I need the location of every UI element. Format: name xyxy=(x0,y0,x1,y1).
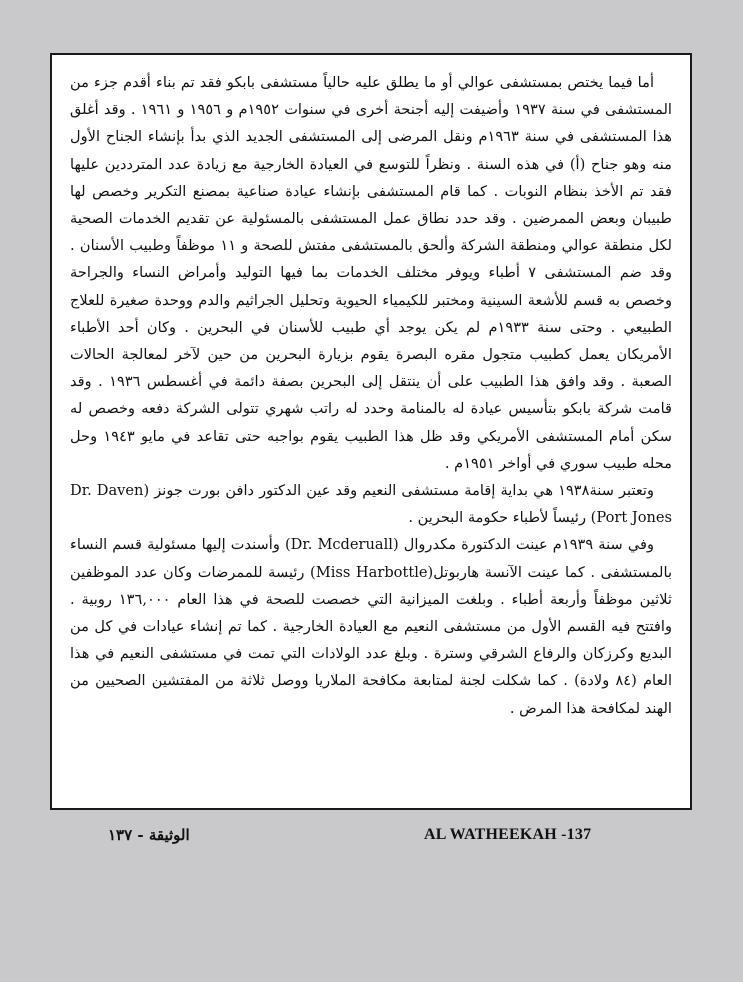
paragraph-1: أما فيما يختص بمستشفى عوالي أو ما يطلق عليه حالياً مستشفى بابكو فقد تم بناء أقدم جزء من المستشفى في سنة ١٩٣٧ وأضيفت إليه أجنحة أخرى في سنوات ١٩٥٢م و ١٩٥٦ و ١٩٦١ . وقد أغلق هذا المستشفى في سنة ١٩٦٣م ونقل المرضى إلى المستشفى الجديد الذي بدأ بإنشاء الجناح الأول منه وهو جناح (أ) في هذه السنة . ونظراً للتوسع في العيادة الخارجية مع زيادة عدد المترددين عليها فقد تم الأخذ بنظام النوبات . كما قام المستشفى بإنشاء عيادة صناعية بمصنع التكرير وخصص لها طبيبان وبعض الممرضين . وقد حدد نطاق عمل المستشفى بالمسئولية عن تقديم الخدمات الصحية لكل منطقة عوالي ومنطقة الشركة وألحق بالمستشفى مفتش للصحة و ١١ موظفاً وطبيب الأسنان . وقد ضم المستشفى ٧ أطباء ويوفر مختلف الخدمات بما فيها التوليد وأمراض النساء والجراحة وخصص به قسم للأشعة السينية ومختبر للكيمياء الحيوية وتحليل الجراثيم والدم ووحدة صغيرة للعلاج الطبيعي . وحتى سنة ١٩٣٣م لم يكن يوجد أي طبيب للأسنان في البحرين . وكان أحد الأطباء الأمريكان يعمل كطبيب متجول مقره البصرة يقوم بزيارة البحرين من حين لآخر لمعالجة الحالات الصعبة . وقد وافق هذا الطبيب على أن ينتقل إلى البحرين بصفة دائمة في أغسطس ١٩٣٦ . وقد قامت شركة بابكو بتأسيس عيادة له بالمنامة وحدد له راتب شهري تتولى الشركة دفعه وخصص له سكن أمام المستشفى الأمريكي وقد ظل هذا الطبيب يقوم بواجبه حتى تقاعد في مايو ١٩٤٣ وحل محله طبيب سوري في أواخر ١٩٥١م . xyxy=(70,74,672,472)
footer-english-page-label: AL WATHEEKAH -137 xyxy=(424,826,592,843)
footer-arabic-page-label: الوثيقة - ١٣٧ xyxy=(108,826,190,844)
text-frame xyxy=(50,53,692,810)
article-body xyxy=(70,69,672,800)
paragraph-3: وفي سنة ١٩٣٩م عينت الدكتورة مكدروال (Dr. Mcderuall) وأسندت إليها مسئولية قسم النساء بالمستشفى . كما عينت الآنسة هاربوتل(Miss Harbottle) رئيسة للممرضات وكان عدد الموظفين ثلاثين موظفاً وأربعة أطباء . وبلغت الميزانية التي خصصت للصحة في هذا العام ١٣٦,٠٠٠ روبية . وافتتح فيه القسم الأول من مستشفى النعيم مع العيادة الخارجية . كما تم إنشاء عيادات في كل من البديع وكرزكان والرفاع الشرقي وسترة . وبلغ عدد الولادات التي تمت في مستشفى النعيم في هذا العام (٨٤ ولادة) . كما شكلت لجنة لمتابعة مكافحة الملاريا ووصل ثلاثة من المفتشين الصحيين من الهند لمكافحة هذا المرض . xyxy=(70,536,672,717)
page-footer xyxy=(0,826,743,850)
paragraph-2: وتعتبر سنة١٩٣٨ هي بداية إقامة مستشفى النعيم وقد عين الدكتور دافن بورت جونز (Dr. Daven Port Jones) رئيساً لأطباء حكومة البحرين . xyxy=(70,482,672,527)
